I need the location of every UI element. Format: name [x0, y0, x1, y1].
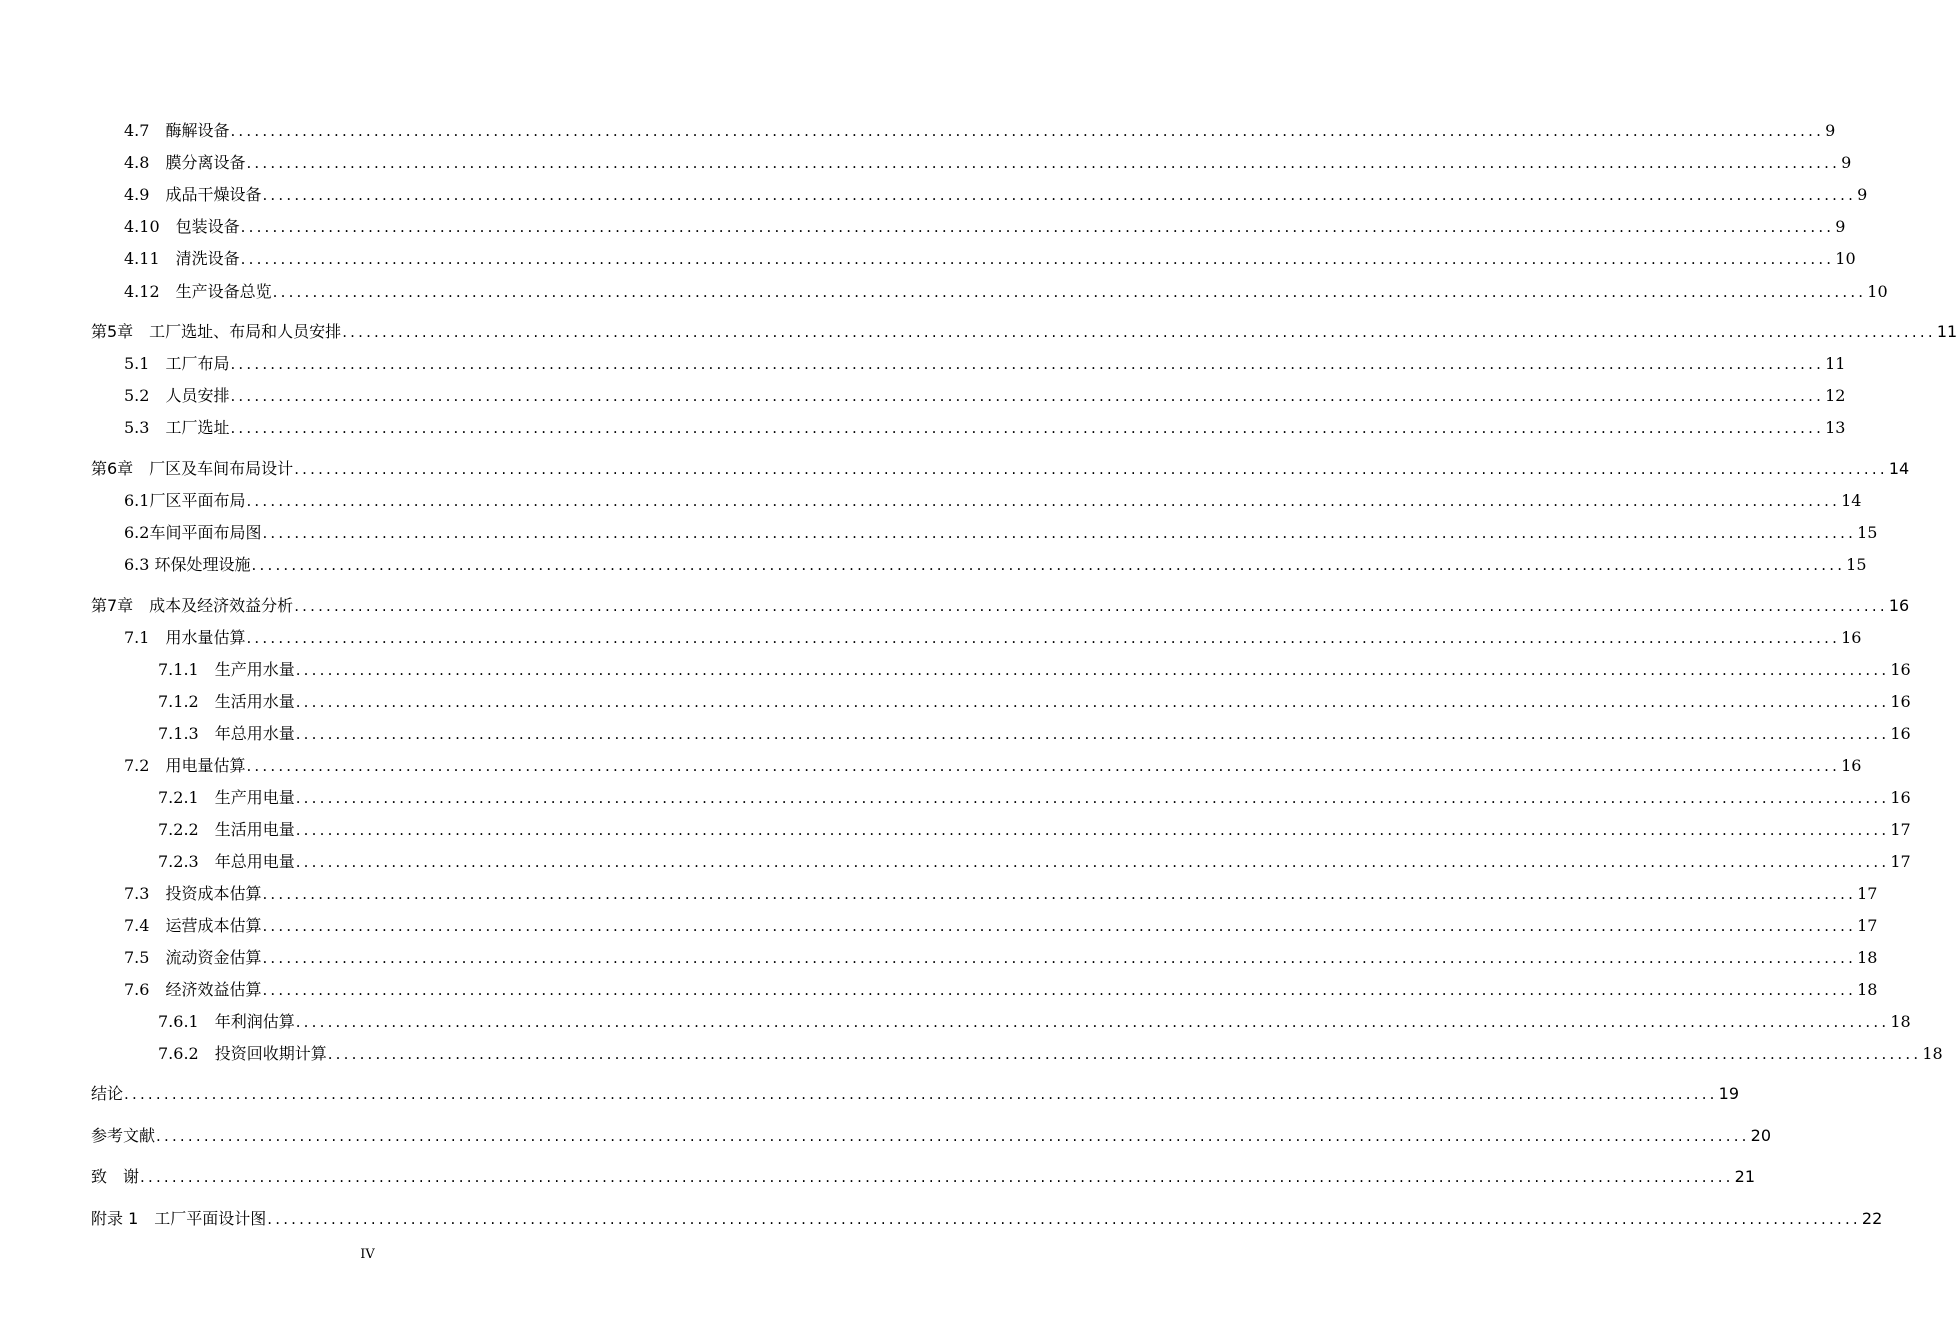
- toc-entry-page: 18: [1857, 948, 1878, 967]
- toc-chapter-entry[interactable]: [91, 593, 1910, 617]
- toc-leader-dots: ........................................................................................................................................................................................................: [124, 1085, 1718, 1103]
- toc-entry-page: 16: [1841, 756, 1862, 775]
- toc-entry[interactable]: [124, 118, 1836, 142]
- toc-entry-page: 18: [1890, 1012, 1911, 1031]
- toc-leader-dots: ........................................................................................................................................................................................................: [262, 885, 1857, 903]
- toc-entry-label: 4.11 清洗设备: [124, 249, 240, 268]
- toc-entry-label: 6.1厂区平面布局: [124, 491, 246, 510]
- toc-entry-label: 致 谢: [91, 1167, 140, 1186]
- toc-leader-dots: ........................................................................................................................................................................................................: [294, 597, 1888, 615]
- toc-entry-label: 7.1.2 生活用水量: [158, 692, 295, 711]
- toc-chapter-entry[interactable]: [91, 1123, 1771, 1147]
- toc-entry[interactable]: [124, 415, 1846, 439]
- toc-leader-dots: ........................................................................................................................................................................................................: [246, 629, 1841, 647]
- toc-entry-page: 11: [1825, 354, 1846, 373]
- toc-leader-dots: ........................................................................................................................................................................................................: [295, 821, 1890, 839]
- toc-leader-dots: ........................................................................................................................................................................................................: [251, 556, 1846, 574]
- toc-subentry[interactable]: [158, 1009, 1911, 1033]
- toc-leader-dots: ........................................................................................................................................................................................................: [262, 524, 1857, 542]
- toc-entry-label: 7.6 经济效益估算: [124, 980, 262, 999]
- toc-entry-page: 20: [1750, 1126, 1771, 1145]
- toc-entry[interactable]: [124, 246, 1856, 270]
- toc-entry[interactable]: [124, 488, 1862, 512]
- toc-entry-label: 4.12 生产设备总览: [124, 282, 272, 301]
- toc-entry-page: 9: [1825, 121, 1836, 140]
- toc-entry-label: 5.2 人员安排: [124, 386, 230, 405]
- toc-leader-dots: ........................................................................................................................................................................................................: [230, 387, 1825, 405]
- toc-leader-dots: ........................................................................................................................................................................................................: [140, 1168, 1734, 1186]
- toc-entry-page: 11: [1936, 322, 1957, 341]
- toc-entry[interactable]: [124, 977, 1878, 1001]
- toc-leader-dots: ........................................................................................................................................................................................................: [295, 693, 1890, 711]
- toc-entry[interactable]: [124, 182, 1868, 206]
- toc-entry-page: 21: [1734, 1167, 1755, 1186]
- toc-entry-page: 9: [1841, 153, 1852, 172]
- toc-entry[interactable]: [124, 214, 1846, 238]
- toc-entry-page: 16: [1888, 596, 1910, 615]
- toc-entry[interactable]: [124, 279, 1888, 303]
- toc-entry-label: 7.2.1 生产用电量: [158, 788, 295, 807]
- toc-entry-label: 7.1 用水量估算: [124, 628, 246, 647]
- toc-entry-label: 4.8 膜分离设备: [124, 153, 246, 172]
- toc-entry-page: 15: [1846, 555, 1867, 574]
- toc-leader-dots: ........................................................................................................................................................................................................: [230, 419, 1825, 437]
- toc-entry-page: 16: [1890, 692, 1911, 711]
- toc-chapter-entry[interactable]: [91, 1164, 1755, 1188]
- toc-entry[interactable]: [124, 753, 1862, 777]
- toc-entry[interactable]: [124, 945, 1878, 969]
- toc-entry[interactable]: [124, 552, 1867, 576]
- toc-leader-dots: ........................................................................................................................................................................................................: [230, 122, 1825, 140]
- toc-subentry[interactable]: [158, 849, 1911, 873]
- toc-entry-page: 10: [1867, 282, 1888, 301]
- toc-entry[interactable]: [124, 520, 1878, 544]
- toc-chapter-entry[interactable]: [91, 456, 1910, 480]
- toc-entry-page: 9: [1857, 185, 1868, 204]
- toc-leader-dots: ........................................................................................................................................................................................................: [295, 661, 1890, 679]
- toc-entry-label: 第6章 厂区及车间布局设计: [91, 459, 294, 478]
- toc-leader-dots: ........................................................................................................................................................................................................: [246, 154, 1841, 172]
- toc-entry-page: 18: [1922, 1044, 1943, 1063]
- toc-entry-label: 7.6.2 投资回收期计算: [158, 1044, 327, 1063]
- toc-entry[interactable]: [124, 383, 1846, 407]
- toc-leader-dots: ........................................................................................................................................................................................................: [156, 1127, 1750, 1145]
- toc-entry-label: 5.1 工厂布局: [124, 354, 230, 373]
- toc-leader-dots: ........................................................................................................................................................................................................: [240, 250, 1835, 268]
- toc-leader-dots: ........................................................................................................................................................................................................: [295, 853, 1890, 871]
- toc-entry-label: 附录 1 工厂平面设计图: [91, 1209, 267, 1228]
- toc-chapter-entry[interactable]: [91, 319, 1957, 343]
- toc-leader-dots: ........................................................................................................................................................................................................: [246, 492, 1841, 510]
- toc-chapter-entry[interactable]: [91, 1081, 1739, 1105]
- toc-entry-label: 第5章 工厂选址、布局和人员安排: [91, 322, 342, 341]
- toc-entry-page: 14: [1841, 491, 1862, 510]
- toc-leader-dots: ........................................................................................................................................................................................................: [327, 1045, 1922, 1063]
- toc-entry-page: 18: [1857, 980, 1878, 999]
- toc-entry-page: 10: [1835, 249, 1856, 268]
- toc-entry-label: 7.1.1 生产用水量: [158, 660, 295, 679]
- toc-entry-label: 7.1.3 年总用水量: [158, 724, 295, 743]
- toc-entry-label: 7.5 流动资金估算: [124, 948, 262, 967]
- toc-entry-page: 16: [1841, 628, 1862, 647]
- toc-entry-page: 12: [1825, 386, 1846, 405]
- toc-entry-label: 7.2 用电量估算: [124, 756, 246, 775]
- toc-entry-label: 7.2.3 年总用电量: [158, 852, 295, 871]
- toc-entry-page: 22: [1861, 1209, 1883, 1228]
- toc-leader-dots: ........................................................................................................................................................................................................: [262, 186, 1857, 204]
- toc-leader-dots: ........................................................................................................................................................................................................: [295, 725, 1890, 743]
- toc-leader-dots: ........................................................................................................................................................................................................: [295, 789, 1890, 807]
- toc-entry-label: 4.9 成品干燥设备: [124, 185, 262, 204]
- toc-entry-page: 19: [1718, 1084, 1739, 1103]
- toc-subentry[interactable]: [158, 817, 1911, 841]
- toc-entry[interactable]: [124, 913, 1878, 937]
- toc-subentry[interactable]: [158, 689, 1911, 713]
- toc-entry-page: 17: [1857, 884, 1878, 903]
- toc-entry-page: 9: [1835, 217, 1846, 236]
- toc-entry-label: 第7章 成本及经济效益分析: [91, 596, 294, 615]
- toc-leader-dots: ........................................................................................................................................................................................................: [342, 323, 1936, 341]
- toc-leader-dots: ........................................................................................................................................................................................................: [294, 460, 1888, 478]
- toc-leader-dots: ........................................................................................................................................................................................................: [262, 917, 1857, 935]
- toc-entry-page: 17: [1890, 820, 1911, 839]
- toc-leader-dots: ........................................................................................................................................................................................................: [272, 283, 1867, 301]
- page-number-footer: IV: [360, 1247, 375, 1262]
- toc-subentry[interactable]: [158, 721, 1911, 745]
- toc-entry-label: 4.7 酶解设备: [124, 121, 230, 140]
- toc-entry-label: 5.3 工厂选址: [124, 418, 230, 437]
- toc-entry-label: 6.3 环保处理设施: [124, 555, 251, 574]
- toc-entry-page: 16: [1890, 788, 1911, 807]
- toc-entry-label: 7.3 投资成本估算: [124, 884, 262, 903]
- toc-leader-dots: ........................................................................................................................................................................................................: [230, 355, 1825, 373]
- toc-leader-dots: ........................................................................................................................................................................................................: [262, 949, 1857, 967]
- toc-entry-page: 14: [1888, 459, 1910, 478]
- toc-subentry[interactable]: [158, 1041, 1943, 1065]
- toc-subentry[interactable]: [158, 657, 1911, 681]
- toc-entry-label: 结论: [91, 1084, 124, 1103]
- toc-leader-dots: ........................................................................................................................................................................................................: [267, 1210, 1861, 1228]
- toc-entry-page: 17: [1857, 916, 1878, 935]
- toc-entry-page: 16: [1890, 660, 1911, 679]
- toc-entry-label: 7.2.2 生活用电量: [158, 820, 295, 839]
- toc-chapter-entry[interactable]: [91, 1206, 1883, 1230]
- toc-leader-dots: ........................................................................................................................................................................................................: [240, 218, 1835, 236]
- toc-entry-page: 13: [1825, 418, 1846, 437]
- toc-leader-dots: ........................................................................................................................................................................................................: [246, 757, 1841, 775]
- toc-entry[interactable]: [124, 150, 1852, 174]
- toc-entry[interactable]: [124, 351, 1846, 375]
- toc-leader-dots: ........................................................................................................................................................................................................: [262, 981, 1857, 999]
- toc-entry-label: 7.4 运营成本估算: [124, 916, 262, 935]
- toc-entry-page: 16: [1890, 724, 1911, 743]
- toc-entry-label: 参考文献: [91, 1126, 156, 1145]
- toc-leader-dots: ........................................................................................................................................................................................................: [295, 1013, 1890, 1031]
- toc-subentry[interactable]: [158, 785, 1911, 809]
- toc-entry[interactable]: [124, 625, 1862, 649]
- toc-entry-page: 15: [1857, 523, 1878, 542]
- toc-entry-label: 6.2车间平面布局图: [124, 523, 262, 542]
- toc-entry[interactable]: [124, 881, 1878, 905]
- toc-entry-label: 4.10 包装设备: [124, 217, 240, 236]
- toc-entry-label: 7.6.1 年利润估算: [158, 1012, 295, 1031]
- toc-entry-page: 17: [1890, 852, 1911, 871]
